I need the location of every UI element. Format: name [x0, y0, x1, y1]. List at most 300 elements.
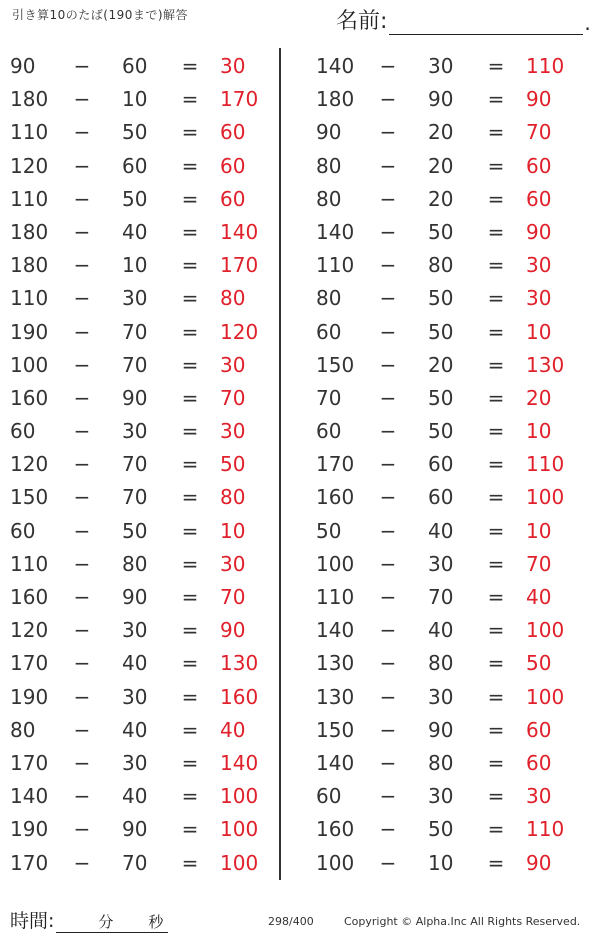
- problem-row: [306, 647, 586, 680]
- equals-sign: =: [181, 750, 199, 775]
- minuend: 130: [316, 651, 355, 676]
- minuend: 60: [10, 518, 36, 543]
- minuend: 110: [316, 585, 355, 609]
- answer: 110: [526, 452, 565, 477]
- answer: 60: [526, 153, 552, 178]
- minus-sign: −: [379, 253, 397, 278]
- minus-sign: −: [73, 219, 91, 244]
- answer: 60: [526, 717, 552, 742]
- problem-row: [306, 415, 586, 448]
- equals-sign: =: [181, 153, 199, 178]
- subtrahend: 60: [122, 54, 148, 78]
- minuend: 100: [316, 551, 355, 576]
- problem-row: [0, 349, 280, 382]
- subtrahend: 40: [122, 784, 148, 809]
- problem-row: [0, 282, 280, 315]
- subtrahend: 90: [122, 817, 148, 842]
- minus-sign: −: [73, 186, 91, 211]
- subtrahend: 20: [428, 352, 454, 377]
- subtrahend: 50: [428, 419, 454, 444]
- problem-row: [306, 249, 586, 282]
- answer: 30: [526, 253, 552, 278]
- equals-sign: =: [487, 419, 505, 444]
- equals-sign: =: [487, 352, 505, 377]
- equals-sign: =: [487, 551, 505, 576]
- equals-sign: =: [487, 784, 505, 809]
- minus-sign: −: [379, 286, 397, 311]
- problem-row: [306, 515, 586, 548]
- equals-sign: =: [181, 286, 199, 311]
- minuend: 70: [316, 385, 342, 410]
- copyright-notice: Copyright © Alpha.Inc All Rights Reserved.: [344, 915, 581, 928]
- problem-row: [0, 83, 280, 116]
- answer: 80: [220, 286, 246, 311]
- worksheet-title: 引き算10のたば(190まで)解答: [12, 8, 189, 22]
- subtrahend: 90: [122, 585, 148, 609]
- subtrahend: 80: [428, 750, 454, 775]
- problem-row: [306, 216, 586, 249]
- minus-sign: −: [73, 651, 91, 676]
- minus-sign: −: [379, 850, 397, 875]
- problem-row: [306, 349, 586, 382]
- answer: 30: [220, 352, 246, 377]
- subtrahend: 70: [122, 485, 148, 510]
- problem-row: [306, 448, 586, 481]
- minus-sign: −: [73, 319, 91, 344]
- minus-sign: −: [379, 87, 397, 112]
- minuend: 80: [316, 153, 342, 178]
- problem-row: [0, 448, 280, 481]
- equals-sign: =: [487, 219, 505, 244]
- minus-sign: −: [73, 684, 91, 709]
- equals-sign: =: [487, 153, 505, 178]
- time-blank-line: [56, 912, 168, 933]
- problem-row: [0, 481, 280, 514]
- answer: 90: [526, 850, 552, 875]
- equals-sign: =: [181, 485, 199, 510]
- problem-row: [306, 116, 586, 149]
- answer: 10: [220, 518, 246, 543]
- equals-sign: =: [181, 684, 199, 709]
- subtrahend: 50: [428, 385, 454, 410]
- minuend: 140: [316, 54, 355, 78]
- minus-sign: −: [73, 784, 91, 809]
- problem-row: [0, 747, 280, 780]
- subtrahend: 50: [122, 186, 148, 211]
- subtrahend: 40: [122, 717, 148, 742]
- minuend: 190: [10, 684, 49, 709]
- minus-sign: −: [379, 817, 397, 842]
- minus-sign: −: [379, 518, 397, 543]
- subtrahend: 20: [428, 153, 454, 178]
- equals-sign: =: [487, 684, 505, 709]
- subtrahend: 90: [428, 717, 454, 742]
- answer: 90: [220, 618, 246, 643]
- equals-sign: =: [181, 850, 199, 875]
- answer: 100: [526, 684, 565, 709]
- answer: 30: [526, 286, 552, 311]
- minuend: 90: [316, 120, 342, 145]
- subtrahend: 60: [122, 153, 148, 178]
- minuend: 180: [316, 87, 355, 112]
- minus-sign: −: [379, 717, 397, 742]
- answer: 160: [220, 684, 259, 709]
- equals-sign: =: [181, 186, 199, 211]
- subtrahend: 30: [122, 750, 148, 775]
- answer: 60: [220, 186, 246, 211]
- equals-sign: =: [487, 452, 505, 477]
- minuend: 180: [10, 87, 49, 112]
- problem-row: [306, 614, 586, 647]
- answer: 20: [526, 385, 552, 410]
- minuend: 160: [316, 817, 355, 842]
- answer: 130: [220, 651, 259, 676]
- problem-row: [0, 415, 280, 448]
- equals-sign: =: [487, 485, 505, 510]
- minuend: 120: [10, 618, 49, 643]
- subtrahend: 30: [428, 784, 454, 809]
- minus-sign: −: [73, 87, 91, 112]
- minuend: 190: [10, 319, 49, 344]
- problem-row: [0, 681, 280, 714]
- answer: 100: [526, 618, 565, 643]
- subtrahend: 80: [428, 651, 454, 676]
- minus-sign: −: [379, 750, 397, 775]
- problem-row: [0, 548, 280, 581]
- equals-sign: =: [181, 319, 199, 344]
- subtrahend: 80: [428, 253, 454, 278]
- minus-sign: −: [379, 352, 397, 377]
- minuend: 120: [10, 153, 49, 178]
- equals-sign: =: [487, 319, 505, 344]
- minus-sign: −: [379, 153, 397, 178]
- page-number: 298/400: [268, 915, 314, 928]
- subtrahend: 80: [122, 551, 148, 576]
- minuend: 80: [316, 186, 342, 211]
- equals-sign: =: [181, 518, 199, 543]
- minus-sign: −: [73, 120, 91, 145]
- subtrahend: 50: [428, 219, 454, 244]
- minuend: 90: [10, 54, 36, 78]
- answer: 60: [220, 153, 246, 178]
- problem-row: [0, 515, 280, 548]
- answer: 130: [526, 352, 565, 377]
- minus-sign: −: [379, 618, 397, 643]
- minus-sign: −: [73, 286, 91, 311]
- problem-row: [0, 382, 280, 415]
- equals-sign: =: [487, 618, 505, 643]
- name-blank-line: [389, 12, 583, 35]
- problem-row: [0, 614, 280, 647]
- minus-sign: −: [73, 585, 91, 609]
- minuend: 120: [10, 452, 49, 477]
- problem-row: [306, 780, 586, 813]
- problem-row: [306, 681, 586, 714]
- minuend: 190: [10, 817, 49, 842]
- minuend: 160: [10, 585, 49, 609]
- minus-sign: −: [379, 385, 397, 410]
- problem-row: [306, 83, 586, 116]
- minuend: 140: [316, 750, 355, 775]
- subtrahend: 50: [122, 120, 148, 145]
- equals-sign: =: [181, 120, 199, 145]
- answer: 70: [526, 120, 552, 145]
- minus-sign: −: [379, 651, 397, 676]
- answer: 30: [220, 419, 246, 444]
- answer: 100: [526, 485, 565, 510]
- problem-row: [0, 647, 280, 680]
- minus-sign: −: [73, 54, 91, 78]
- minuend: 130: [316, 684, 355, 709]
- answer: 100: [220, 817, 259, 842]
- problem-row: [306, 747, 586, 780]
- minus-sign: −: [379, 551, 397, 576]
- seconds-label: 秒: [148, 913, 164, 931]
- minuend: 100: [10, 352, 49, 377]
- problem-row: [0, 50, 280, 83]
- equals-sign: =: [181, 784, 199, 809]
- answer: 90: [526, 219, 552, 244]
- equals-sign: =: [181, 551, 199, 576]
- subtrahend: 20: [428, 186, 454, 211]
- left-problem-column: [0, 50, 280, 880]
- equals-sign: =: [487, 286, 505, 311]
- subtrahend: 20: [428, 120, 454, 145]
- subtrahend: 90: [428, 87, 454, 112]
- minuend: 180: [10, 219, 49, 244]
- minuend: 110: [316, 253, 355, 278]
- problem-row: [306, 316, 586, 349]
- answer: 10: [526, 518, 552, 543]
- minuend: 110: [10, 120, 49, 145]
- name-end-dot: .: [584, 11, 591, 35]
- subtrahend: 40: [428, 518, 454, 543]
- minus-sign: −: [379, 319, 397, 344]
- subtrahend: 70: [428, 585, 454, 609]
- equals-sign: =: [181, 651, 199, 676]
- subtrahend: 40: [122, 219, 148, 244]
- minuend: 110: [10, 286, 49, 311]
- equals-sign: =: [487, 120, 505, 145]
- minus-sign: −: [379, 186, 397, 211]
- problem-row: [306, 714, 586, 747]
- minus-sign: −: [379, 784, 397, 809]
- subtrahend: 50: [428, 817, 454, 842]
- problem-row: [306, 581, 586, 614]
- problem-row: [0, 183, 280, 216]
- equals-sign: =: [487, 54, 505, 78]
- problem-row: [0, 780, 280, 813]
- minus-sign: −: [73, 452, 91, 477]
- minus-sign: −: [73, 750, 91, 775]
- minuend: 170: [10, 850, 49, 875]
- minus-sign: −: [73, 850, 91, 875]
- subtrahend: 70: [122, 452, 148, 477]
- problem-row: [0, 714, 280, 747]
- equals-sign: =: [487, 186, 505, 211]
- subtrahend: 30: [428, 54, 454, 78]
- minus-sign: −: [379, 219, 397, 244]
- equals-sign: =: [181, 253, 199, 278]
- subtrahend: 10: [428, 850, 454, 875]
- answer: 50: [220, 452, 246, 477]
- minuend: 160: [316, 485, 355, 510]
- minutes-label: 分: [98, 913, 114, 931]
- answer: 120: [220, 319, 259, 344]
- equals-sign: =: [487, 817, 505, 842]
- minus-sign: −: [73, 817, 91, 842]
- answer: 170: [220, 87, 259, 112]
- subtrahend: 40: [428, 618, 454, 643]
- minus-sign: −: [73, 618, 91, 643]
- equals-sign: =: [181, 352, 199, 377]
- subtrahend: 50: [122, 518, 148, 543]
- equals-sign: =: [487, 585, 505, 609]
- minuend: 150: [316, 352, 355, 377]
- subtrahend: 60: [428, 485, 454, 510]
- minus-sign: −: [73, 419, 91, 444]
- problem-row: [306, 183, 586, 216]
- answer: 100: [220, 850, 259, 875]
- name-field: [336, 4, 591, 35]
- minuend: 60: [316, 784, 342, 809]
- answer: 40: [526, 585, 552, 609]
- subtrahend: 30: [122, 684, 148, 709]
- right-problem-column: [306, 50, 586, 880]
- equals-sign: =: [181, 585, 199, 609]
- time-field: [10, 906, 168, 933]
- problem-row: [306, 548, 586, 581]
- subtrahend: 30: [428, 684, 454, 709]
- equals-sign: =: [487, 717, 505, 742]
- time-label: 時間:: [10, 910, 55, 932]
- minuend: 100: [316, 850, 355, 875]
- equals-sign: =: [181, 385, 199, 410]
- equals-sign: =: [181, 219, 199, 244]
- minus-sign: −: [379, 585, 397, 609]
- answer: 140: [220, 219, 259, 244]
- subtrahend: 10: [122, 253, 148, 278]
- minus-sign: −: [379, 120, 397, 145]
- minuend: 170: [10, 750, 49, 775]
- answer: 30: [526, 784, 552, 809]
- minus-sign: −: [379, 54, 397, 78]
- subtrahend: 40: [122, 651, 148, 676]
- minus-sign: −: [73, 153, 91, 178]
- problem-row: [0, 581, 280, 614]
- answer: 60: [526, 750, 552, 775]
- problem-row: [306, 282, 586, 315]
- minus-sign: −: [379, 452, 397, 477]
- minus-sign: −: [73, 352, 91, 377]
- answer: 90: [526, 87, 552, 112]
- minus-sign: −: [73, 385, 91, 410]
- subtrahend: 60: [428, 452, 454, 477]
- subtrahend: 50: [428, 319, 454, 344]
- answer: 60: [220, 120, 246, 145]
- minuend: 150: [10, 485, 49, 510]
- minuend: 170: [316, 452, 355, 477]
- problem-row: [0, 116, 280, 149]
- subtrahend: 70: [122, 850, 148, 875]
- equals-sign: =: [487, 87, 505, 112]
- answer: 30: [220, 551, 246, 576]
- minus-sign: −: [379, 684, 397, 709]
- problem-row: [0, 216, 280, 249]
- minus-sign: −: [73, 551, 91, 576]
- equals-sign: =: [181, 618, 199, 643]
- equals-sign: =: [487, 253, 505, 278]
- minuend: 180: [10, 253, 49, 278]
- minuend: 60: [10, 419, 36, 444]
- minuend: 170: [10, 651, 49, 676]
- minus-sign: −: [379, 419, 397, 444]
- minuend: 50: [316, 518, 342, 543]
- problem-row: [0, 813, 280, 846]
- answer: 70: [220, 385, 246, 410]
- minuend: 110: [10, 186, 49, 211]
- subtrahend: 10: [122, 87, 148, 112]
- minuend: 150: [316, 717, 355, 742]
- problem-row: [0, 249, 280, 282]
- answer: 80: [220, 485, 246, 510]
- problem-row: [306, 847, 586, 880]
- minuend: 80: [10, 717, 36, 742]
- minuend: 140: [316, 219, 355, 244]
- minus-sign: −: [73, 253, 91, 278]
- minus-sign: −: [73, 518, 91, 543]
- answer: 100: [220, 784, 259, 809]
- problem-row: [306, 50, 586, 83]
- answer: 40: [220, 717, 246, 742]
- minuend: 60: [316, 319, 342, 344]
- answer: 30: [220, 54, 246, 78]
- problem-row: [306, 382, 586, 415]
- problem-row: [0, 847, 280, 880]
- subtrahend: 30: [122, 618, 148, 643]
- minuend: 160: [10, 385, 49, 410]
- answer: 110: [526, 817, 565, 842]
- equals-sign: =: [487, 518, 505, 543]
- problem-row: [0, 150, 280, 183]
- answer: 70: [220, 585, 246, 609]
- subtrahend: 30: [428, 551, 454, 576]
- answer: 170: [220, 253, 259, 278]
- problem-row: [0, 316, 280, 349]
- minus-sign: −: [73, 717, 91, 742]
- equals-sign: =: [181, 419, 199, 444]
- minuend: 80: [316, 286, 342, 311]
- equals-sign: =: [181, 817, 199, 842]
- subtrahend: 30: [122, 286, 148, 311]
- equals-sign: =: [181, 452, 199, 477]
- subtrahend: 70: [122, 352, 148, 377]
- equals-sign: =: [181, 54, 199, 78]
- subtrahend: 30: [122, 419, 148, 444]
- problem-row: [306, 481, 586, 514]
- minuend: 140: [10, 784, 49, 809]
- problem-row: [306, 150, 586, 183]
- equals-sign: =: [487, 385, 505, 410]
- name-label: 名前:: [336, 9, 388, 34]
- subtrahend: 70: [122, 319, 148, 344]
- minuend: 110: [10, 551, 49, 576]
- subtrahend: 90: [122, 385, 148, 410]
- subtrahend: 50: [428, 286, 454, 311]
- problem-row: [306, 813, 586, 846]
- answer: 110: [526, 54, 565, 78]
- equals-sign: =: [181, 717, 199, 742]
